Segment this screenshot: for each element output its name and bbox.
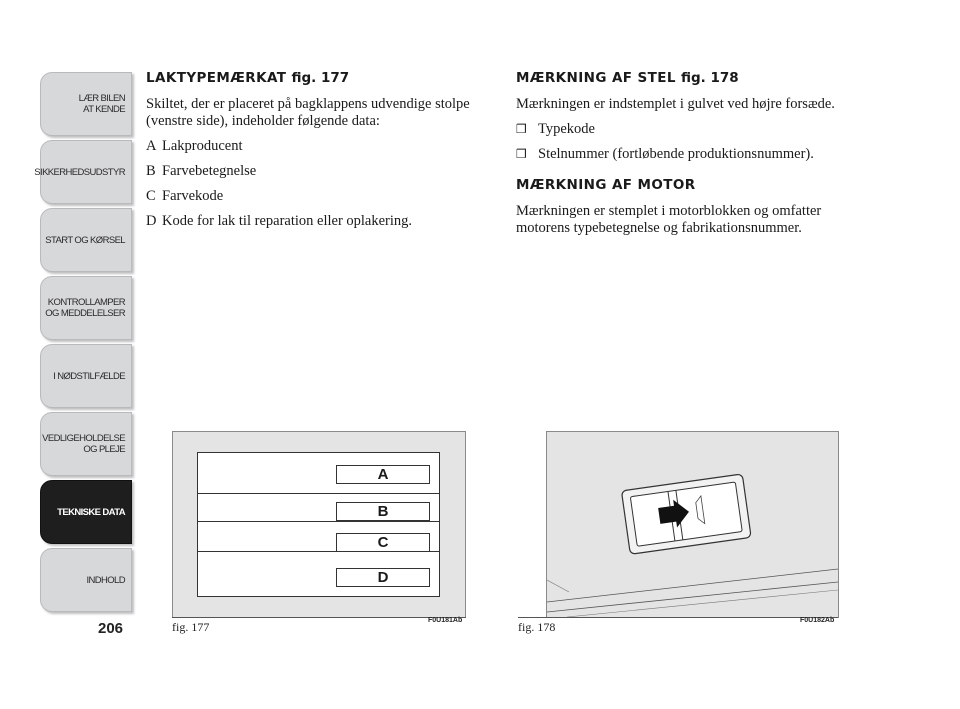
- label-box-b: B: [336, 502, 430, 521]
- tab-label: TEKNISKE DATA: [57, 506, 125, 518]
- tab-tekniske-data[interactable]: [40, 480, 132, 544]
- heading-text: MÆRKNING AF STEL: [516, 70, 676, 86]
- paint-label-plate: [197, 452, 440, 597]
- heading-fig-ref: fig. 177: [291, 70, 350, 86]
- figure-178-chassis-marking: [546, 431, 839, 618]
- figure-177-caption: fig. 177: [172, 620, 210, 634]
- left-column: [146, 70, 498, 238]
- tab-label: I NØDSTILFÆLDE: [53, 370, 125, 382]
- plate-divider: [198, 493, 439, 494]
- floor-line: [567, 590, 838, 617]
- figure-178-code: F0U182Ab: [800, 617, 835, 624]
- tab-indhold[interactable]: [40, 548, 132, 612]
- tab-vedligeholdelse[interactable]: [40, 412, 132, 476]
- item-text: Farvekode: [162, 188, 224, 204]
- list-item: [146, 138, 498, 155]
- checkbox-bullet-icon: ❒: [516, 122, 527, 136]
- list-item: [516, 121, 876, 138]
- tab-label: LÆR BILEN AT KENDE: [78, 93, 125, 115]
- tab-label: VEDLIGEHOLDELSE OG PLEJE: [42, 433, 125, 455]
- item-key: D: [146, 213, 157, 229]
- tab-start-og-korsel[interactable]: [40, 208, 132, 272]
- item-key: B: [146, 163, 156, 179]
- item-text: Kode for lak til reparation eller oplakering.: [162, 213, 413, 229]
- section-heading-chassis-marking: [516, 70, 876, 87]
- section-heading-paint-label: [146, 70, 498, 87]
- item-text: Farvebetegnelse: [162, 163, 257, 179]
- intro-paragraph: Mærkningen er indstemplet i gulvet ved højre forsæde.: [516, 96, 835, 112]
- tab-label: SIKKERHEDSUDSTYR: [34, 166, 125, 178]
- item-text: Lakproducent: [162, 138, 243, 154]
- list-item: [146, 163, 498, 180]
- figure-178-caption: fig. 178: [518, 620, 556, 634]
- figure-177-code: F0U181Ab: [428, 617, 463, 624]
- page-number: 206: [98, 620, 124, 637]
- item-text: Typekode: [538, 121, 595, 137]
- tab-kontrollamper[interactable]: [40, 276, 132, 340]
- section-heading-engine-marking: MÆRKNING AF MOTOR: [516, 177, 696, 193]
- engine-paragraph: Mærkningen er stemplet i motorblokken og omfatter motorens typebetegnelse og fabrikationsnummer.: [516, 203, 822, 236]
- label-box-d: D: [336, 568, 430, 587]
- figure-177-rule: [172, 617, 466, 618]
- heading-fig-ref: fig. 178: [680, 70, 739, 86]
- tab-label: KONTROLLAMPER OG MEDDELELSER: [45, 297, 125, 319]
- tab-laer-bilen-at-kende[interactable]: [40, 72, 132, 136]
- item-key: A: [146, 138, 157, 154]
- tab-label: START OG KØRSEL: [45, 234, 125, 246]
- heading-text: LAKTYPEMÆRKAT: [146, 70, 287, 86]
- item-text: Stelnummer (fortløbende produktionsnummer).: [538, 146, 814, 162]
- right-column: [516, 70, 876, 245]
- chassis-plate: [621, 474, 751, 554]
- list-item: [146, 213, 498, 230]
- tab-label: INDHOLD: [86, 574, 125, 586]
- chassis-marking-illustration: [547, 432, 838, 617]
- checkbox-bullet-icon: ❒: [516, 147, 527, 161]
- label-box-a: A: [336, 465, 430, 484]
- figure-178-rule: [518, 617, 838, 618]
- floor-line: [547, 580, 569, 592]
- tab-sikkerhedsudstyr[interactable]: [34, 140, 132, 204]
- figure-177-paint-label: [172, 431, 466, 618]
- list-item: [146, 188, 498, 205]
- item-key: C: [146, 188, 156, 204]
- tab-i-nodstilfaelde[interactable]: [40, 344, 132, 408]
- intro-paragraph: Skiltet, der er placeret på bagklappens udvendige stolpe (venstre side), indeholder følgende data:: [146, 96, 470, 129]
- list-item: [516, 146, 876, 163]
- label-box-c: C: [336, 533, 430, 552]
- plate-divider: [198, 521, 439, 522]
